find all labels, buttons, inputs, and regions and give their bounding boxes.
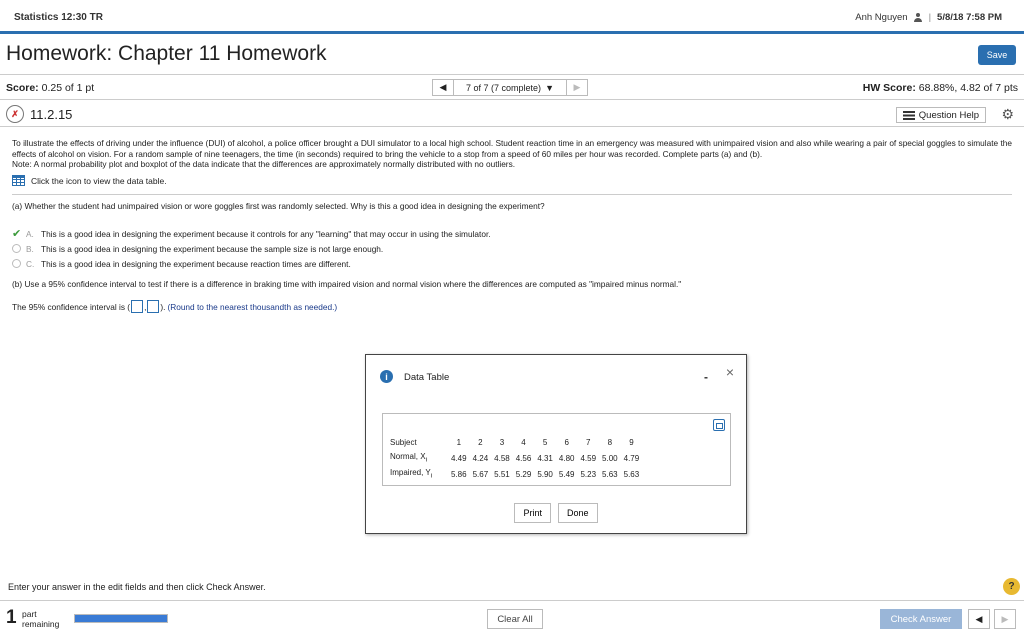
option-text: This is a good idea in designing the experiment because reaction times are different.	[41, 258, 351, 269]
part-a-question: (a) Whether the student had unimpaired vision or wore goggles first was randomly selected. Why is this a good idea in designing the experiment?	[12, 201, 545, 211]
close-icon[interactable]: ×	[725, 364, 734, 380]
triangle-left-icon: ◀	[975, 613, 983, 624]
footer-next-button[interactable]	[994, 609, 1016, 629]
copy-icon[interactable]	[713, 419, 725, 431]
table-cell: 5.49	[558, 469, 575, 479]
row-label-text: Impaired, Y	[390, 468, 431, 478]
round-note: (Round to the nearest thousandth as needed.)	[167, 301, 338, 312]
parts-line-1: part	[22, 609, 37, 619]
question-header	[0, 101, 1024, 127]
option-c[interactable]	[12, 256, 491, 271]
table-cell: 4.56	[515, 453, 532, 463]
question-help-button[interactable]	[896, 107, 986, 123]
option-letter: B.	[26, 243, 34, 254]
table-cell: 5.23	[580, 469, 597, 479]
score-value: 0.25 of 1 pt	[38, 82, 95, 94]
table-cell: 1	[456, 437, 462, 447]
hw-score-value: 68.88%, 4.82 of 7 pts	[915, 82, 1018, 94]
parts-remaining-text	[22, 609, 59, 629]
course-name: Statistics 12:30 TR	[14, 12, 103, 23]
user-info	[855, 12, 1002, 23]
table-cell: 7	[586, 437, 591, 447]
data-link-text: Click the icon to view the data table.	[31, 175, 167, 186]
checkmark-icon: ✔	[12, 228, 22, 240]
progress-bar	[74, 614, 168, 623]
help-icon[interactable]: ?	[1003, 578, 1020, 595]
option-text: This is a good idea in designing the experiment because the sample size is not large enough.	[41, 243, 384, 254]
table-cell: 6	[564, 437, 569, 447]
ci-lower-input[interactable]	[131, 300, 143, 313]
table-cell: 4.79	[623, 453, 640, 463]
data-table	[388, 434, 642, 482]
data-table-dialog	[365, 354, 747, 534]
top-bar	[0, 0, 1024, 34]
question-selector[interactable]	[454, 79, 566, 96]
table-cell: 5.67	[472, 469, 489, 479]
footer-divider	[0, 600, 1024, 601]
table-cell: 8	[607, 437, 613, 447]
subscript: i	[430, 472, 433, 480]
footer-prev-button[interactable]	[968, 609, 990, 629]
table-cell: 4.59	[580, 453, 597, 463]
save-button[interactable]: Save	[978, 45, 1016, 65]
triangle-right-icon: ▶	[573, 82, 581, 92]
option-b[interactable]	[12, 241, 491, 256]
datetime: 5/8/18 7:58 PM	[937, 12, 1002, 23]
subscript: i	[425, 456, 428, 464]
table-icon[interactable]	[12, 175, 25, 186]
parts-line-2: remaining	[22, 619, 60, 629]
parts-count: 1	[6, 607, 17, 628]
ci-upper-input[interactable]	[147, 300, 159, 313]
table-cell: 5.29	[515, 469, 532, 479]
row-label	[388, 450, 448, 466]
table-cell: 5.63	[602, 469, 618, 479]
part-b-question: (b) Use a 95% confidence interval to test if there is a difference in braking time with impaired vision and normal vision where the differences are computed as "impaired minus normal."	[12, 279, 682, 289]
table-row	[388, 434, 642, 450]
row-label: Subject	[390, 437, 417, 447]
clear-all-button[interactable]: Clear All	[487, 609, 543, 629]
instruction-text: Enter your answer in the edit fields and then click Check Answer.	[8, 582, 266, 592]
table-cell: 4.49	[451, 453, 467, 463]
table-cell: 9	[629, 437, 634, 447]
table-cell: 3	[499, 437, 505, 447]
table-cell: 5.00	[602, 453, 618, 463]
triangle-left-icon: ◀	[439, 82, 447, 92]
separator: |	[928, 12, 932, 23]
radio-button[interactable]	[12, 259, 21, 268]
table-cell: 5.86	[451, 469, 467, 479]
question-nav	[432, 79, 588, 96]
table-row	[388, 466, 642, 482]
hw-score-label: HW Score:	[862, 82, 916, 94]
question-position: 7 of 7 (7 complete)	[466, 82, 542, 93]
question-help-label: Question Help	[918, 109, 979, 121]
table-cell: 4.31	[537, 453, 553, 463]
ci-prefix: The 95% confidence interval is (	[12, 301, 131, 312]
option-letter: A.	[26, 228, 34, 239]
option-a[interactable]	[12, 226, 491, 241]
option-text: This is a good idea in designing the experiment because it controls for any "learning" that may occur in using the simulator.	[41, 228, 491, 239]
check-answer-button[interactable]: Check Answer	[880, 609, 962, 629]
dialog-buttons	[366, 503, 746, 523]
triangle-right-icon: ▶	[1001, 613, 1009, 624]
minimize-icon[interactable]: -	[704, 370, 708, 384]
list-icon	[903, 111, 915, 120]
table-row	[388, 450, 642, 466]
table-cell: 5	[542, 437, 548, 447]
option-letter: C.	[26, 258, 35, 269]
table-cell: 5.51	[494, 469, 510, 479]
data-table-container	[382, 413, 731, 486]
table-cell: 4	[521, 437, 526, 447]
confidence-interval-line	[12, 300, 337, 313]
dialog-title: Data Table	[404, 372, 450, 383]
ci-comma: ,	[144, 301, 147, 312]
table-cell: 4.80	[558, 453, 575, 463]
table-cell: 5.63	[623, 469, 640, 479]
score	[6, 82, 94, 94]
ci-suffix: ).	[160, 301, 166, 312]
print-button[interactable]: Print	[514, 503, 551, 523]
table-cell: 4.58	[494, 453, 510, 463]
problem-note: Note: A normal probability plot and boxplot of the data indicate that the differences are approximately normally distributed with no outliers.	[12, 159, 516, 169]
done-button[interactable]: Done	[558, 503, 598, 523]
hw-score	[863, 82, 1018, 94]
row-label	[388, 466, 448, 482]
prev-question-button[interactable]	[432, 79, 454, 96]
info-icon: i	[380, 370, 393, 383]
score-bar	[0, 74, 1024, 100]
next-question-button[interactable]	[566, 79, 588, 96]
part-a-options	[12, 226, 491, 271]
table-cell: 5.90	[537, 469, 553, 479]
caret-down-icon: ▼	[545, 82, 554, 93]
divider	[12, 194, 1012, 195]
problem-statement: To illustrate the effects of driving under the influence (DUI) of alcohol, a police officer brought a DUI simulator to a local high school. Student reaction time in an emergency was measured with unimpaired vision and also while wearing a pair of special goggles to simulate the effects of alcohol on vision. For a random sample of nine teenagers, the time (in seconds) required to bring the vehicle to a stop from a speed of 60 miles per hour was recorded. Complete parts (a) and (b).	[12, 138, 1013, 159]
gear-icon[interactable]: ⚙	[1001, 106, 1014, 122]
problem-text	[12, 138, 1012, 170]
score-label: Score:	[6, 82, 39, 94]
radio-button[interactable]	[12, 244, 21, 253]
page-title: Homework: Chapter 11 Homework	[6, 42, 327, 65]
user-name[interactable]: Anh Nguyen	[855, 12, 908, 23]
partial-credit-icon: ✗	[6, 105, 24, 123]
progress-fill	[75, 615, 167, 622]
row-label-text: Normal, X	[390, 452, 426, 462]
table-cell: 2	[478, 437, 483, 447]
question-number: 11.2.15	[30, 107, 73, 122]
table-cell: 4.24	[472, 453, 489, 463]
person-icon	[914, 13, 923, 22]
data-table-link	[12, 175, 167, 186]
